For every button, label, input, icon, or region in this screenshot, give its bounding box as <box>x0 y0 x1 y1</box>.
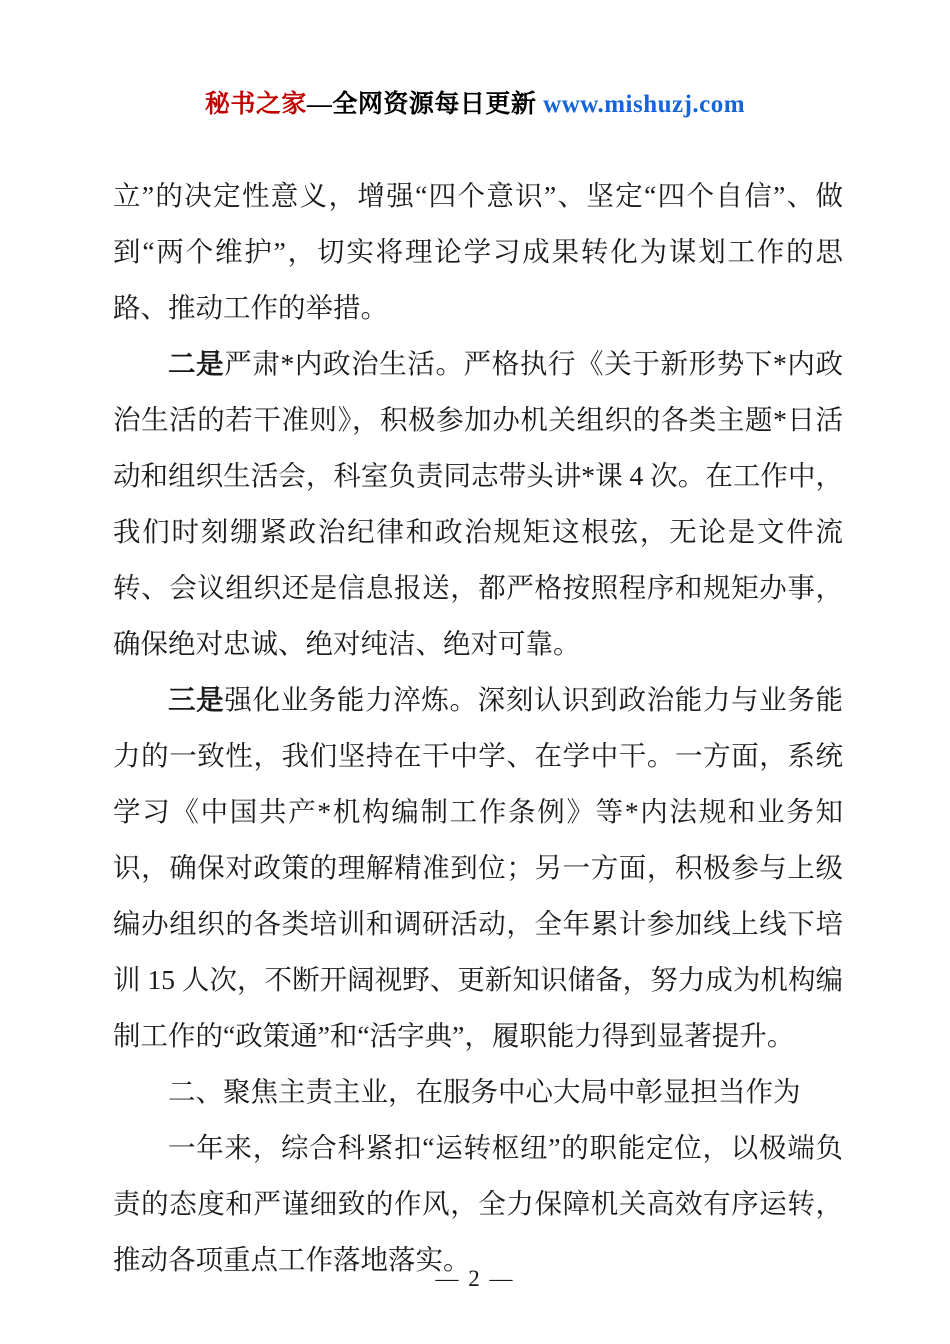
paragraph-2 <box>113 336 843 672</box>
paragraph-5-text: 一年来，综合科紧扣“运转枢纽”的职能定位，以极端负责的态度和严谨细致的作风，全力保障机关高效有序运转，推动各项重点工作落地落实。 <box>113 1132 843 1275</box>
paragraph-5 <box>113 1120 843 1288</box>
section-heading-two-text: 二、聚焦主责主业，在服务中心大局中彰显担当作为 <box>168 1076 801 1107</box>
paragraph-3 <box>113 672 843 1064</box>
site-url[interactable]: www.mishuzj.com <box>543 91 746 118</box>
site-tagline: —全网资源每日更新 <box>306 91 544 118</box>
section-heading-two <box>113 1064 843 1120</box>
paragraph-1-text: 立”的决定性意义，增强“四个意识”、坚定“四个自信”、做到“两个维护”，切实将理论学习成果转化为谋划工作的思路、推动工作的举措。 <box>113 180 843 323</box>
page-number-footer: — 2 — <box>435 1266 515 1291</box>
paragraph-2-text: 严肃*内政治生活。严格执行《关于新形势下*内政治生活的若干准则》，积极参加办机关组织的各类主题*日活动和组织生活会，科室负责同志带头讲*课 4 次。在工作中，我们时刻绷紧政治纪律和政治规矩这根弦，无论是文件流转、会议组织还是信息报送，都严格按照程序和规矩办事，确保绝对忠诚、绝对纯洁、绝对可靠。 <box>113 348 843 659</box>
document-body <box>113 168 843 1288</box>
paragraph-2-lead: 二是 <box>168 348 225 379</box>
paragraph-1 <box>113 168 843 336</box>
paragraph-3-text: 强化业务能力淬炼。深刻认识到政治能力与业务能力的一致性，我们坚持在干中学、在学中干。一方面，系统学习《中国共产*机构编制工作条例》等*内法规和业务知识，确保对政策的理解精准到位；另一方面，积极参与上级编办组织的各类培训和调研活动，全年累计参加线上线下培训 15 人次，不断开阔视野、更新知识储备，努力成为机构编制工作的“政策通”和“活字典”，履职能力得到显著提升。 <box>113 684 844 1051</box>
paragraph-3-lead: 三是 <box>168 684 225 715</box>
site-watermark-header <box>0 84 950 120</box>
site-brand: 秘书之家 <box>204 91 307 118</box>
